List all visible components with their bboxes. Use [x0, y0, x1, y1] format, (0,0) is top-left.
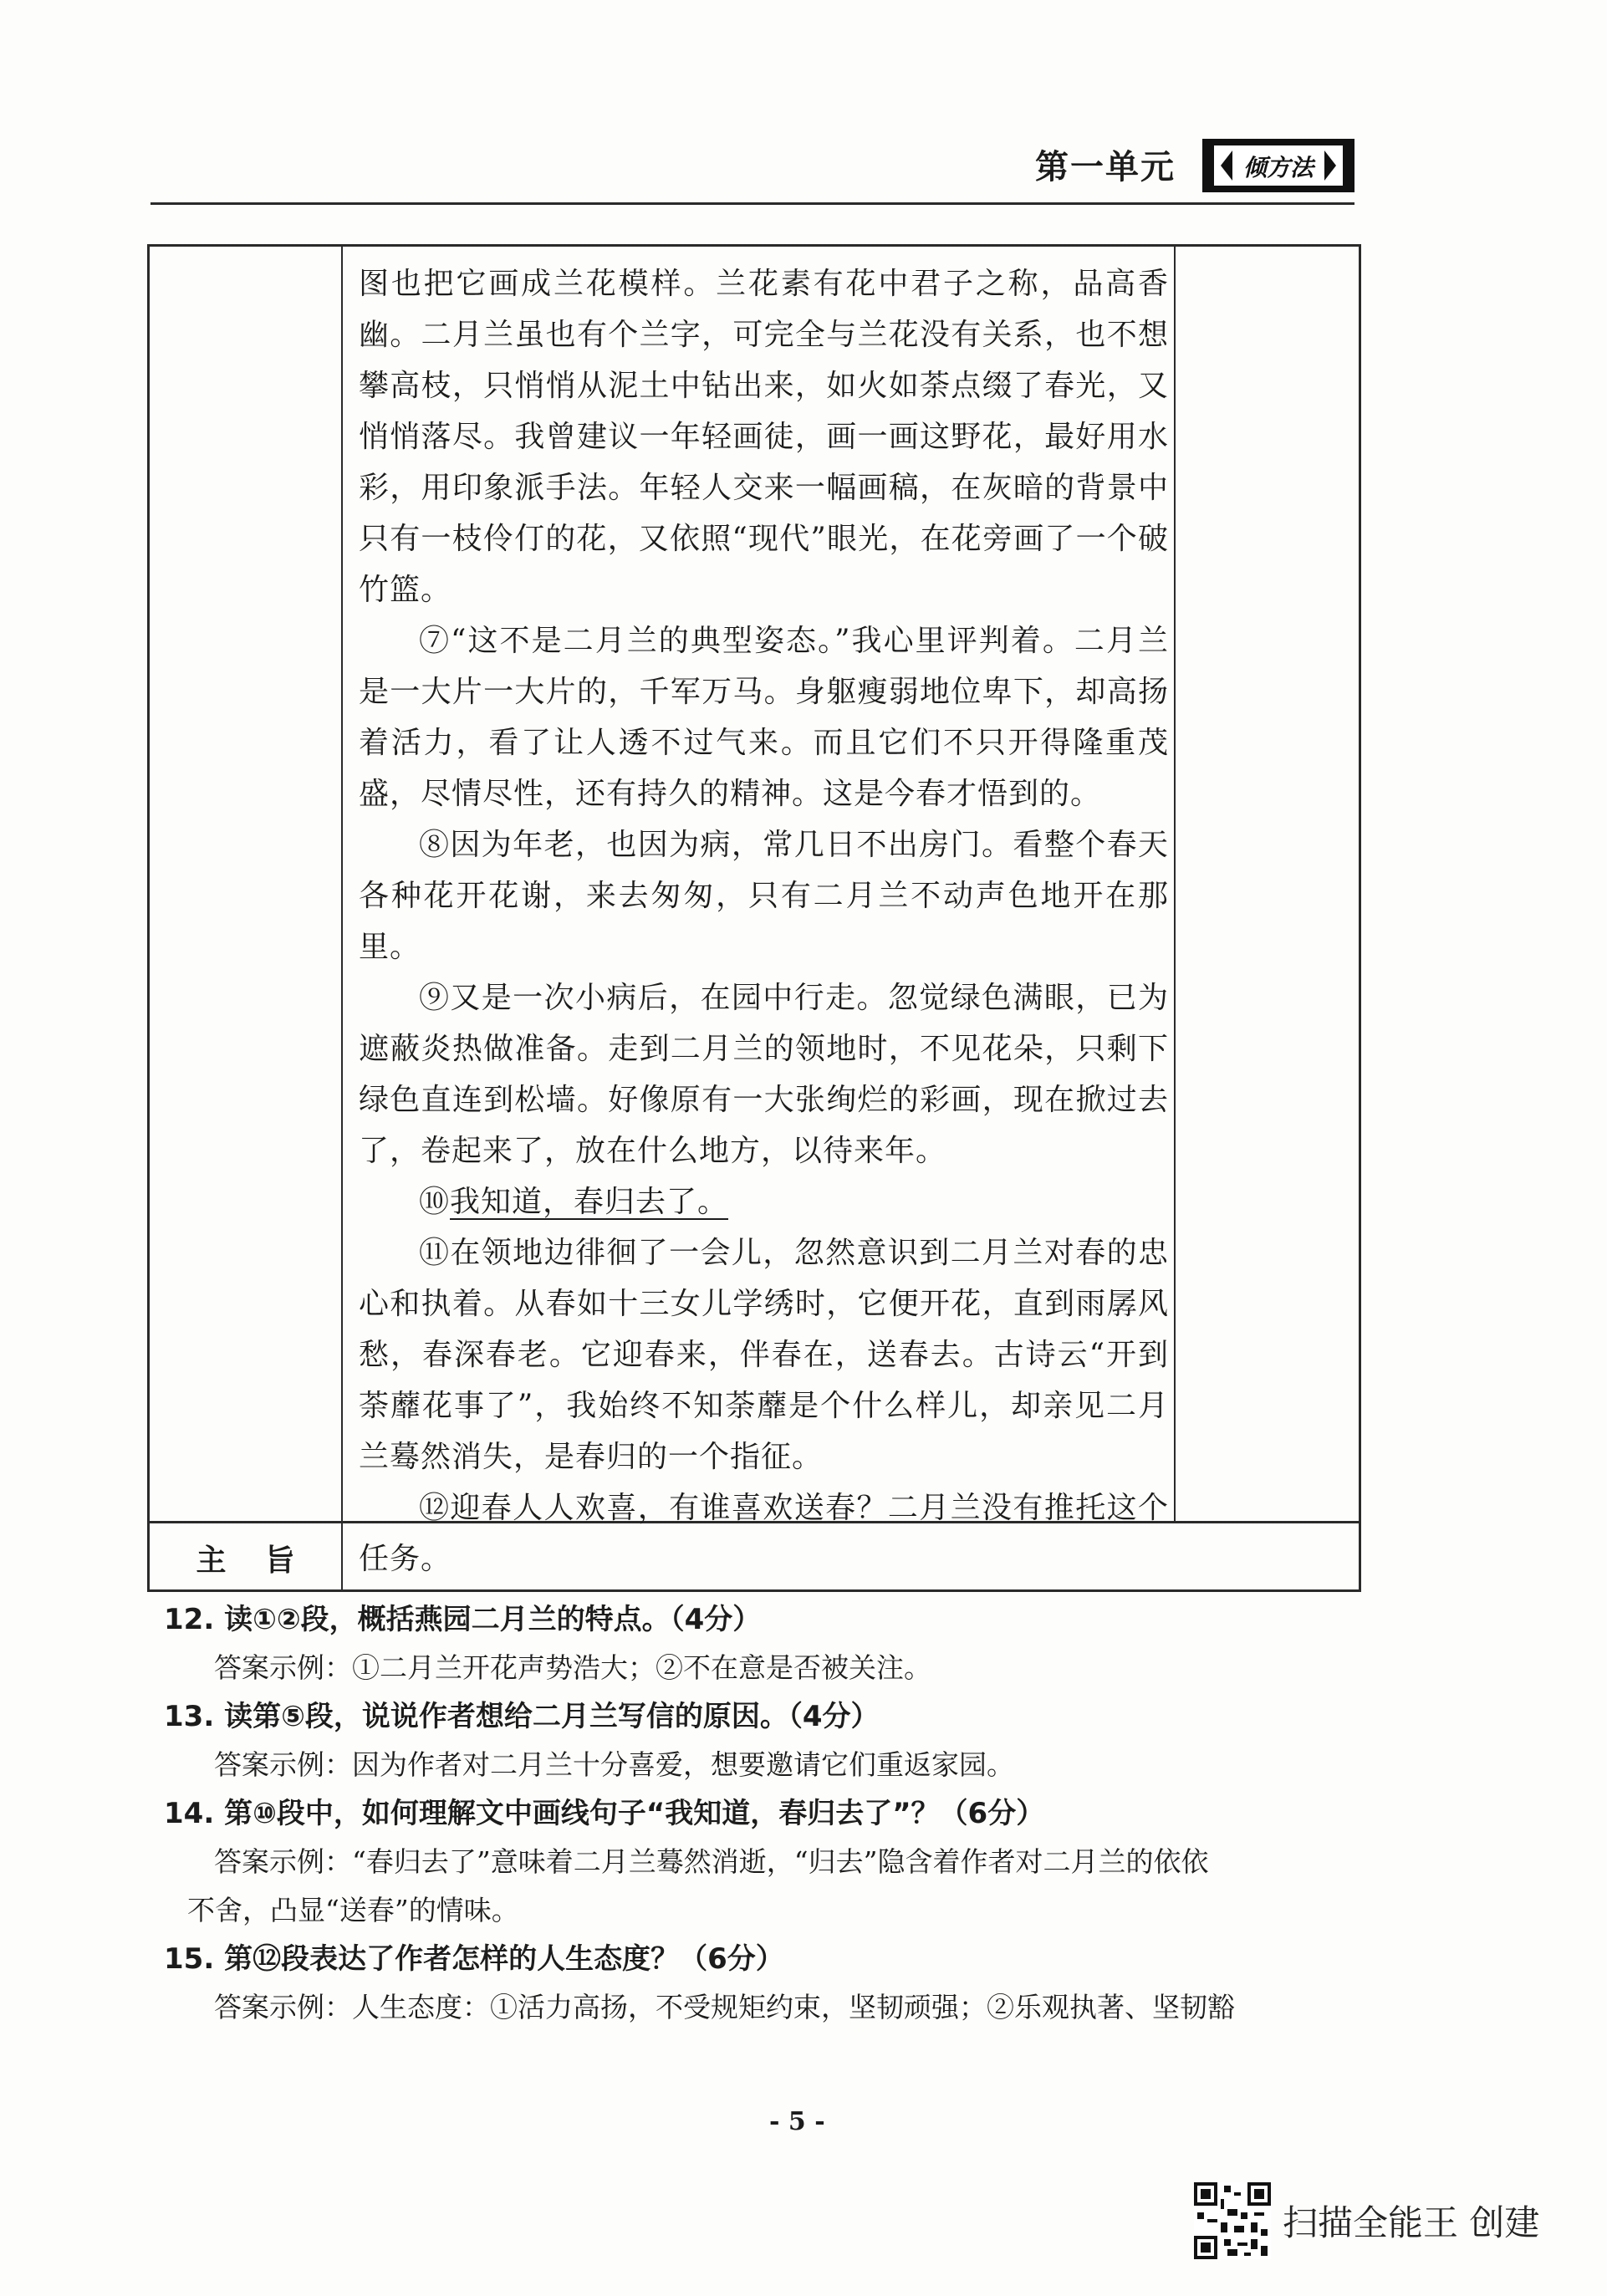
passage-paragraph: ⑫迎春人人欢喜，有谁喜欢送春？二月兰没有推托这个任务。 [359, 1491, 1169, 1576]
answer-example-continued: 不舍，凸显“送春”的情味。 [187, 1894, 519, 1926]
question: 14. 第⑩段中，如何理解文中画线句子“我知道，春归去了”？（6分） [164, 1797, 1045, 1830]
answer-example: 答案示例：因为作者对二月兰十分喜爱，想要邀请它们重返家园。 [214, 1748, 1014, 1781]
theme-label: 主旨 [196, 1543, 334, 1578]
paragraph-number: ⑩ [419, 1185, 451, 1219]
passage-paragraph: 图也把它画成兰花模样。兰花素有花中君子之称，品高香幽。二月兰虽也有个兰字，可完全与兰花没有关系，也不想攀高枝，只悄悄从泥土中钻出来，如火如荼点缀了春光，又悄悄落尽。我曾建议一年轻画徒，画一画这野花，最好用水彩，用印象派手法。年轻人交来一幅画稿，在灰暗的背景中只有一枝伶仃的花，又依照“现代”眼光，在花旁画了一个破竹篮。 [359, 267, 1169, 607]
table-divider-left [341, 247, 343, 1589]
answer-example: 答案示例：“春归去了”意味着二月兰蓦然消逝，“归去”隐含着作者对二月兰的依依 [214, 1845, 1209, 1878]
header-rule [150, 202, 1354, 205]
answer-example: 答案示例：人生态度：①活力高扬，不受规矩约束，坚韧顽强；②乐观执著、坚韧豁 [214, 1991, 1235, 2023]
question: 15. 第⑫段表达了作者怎样的人生态度？（6分） [164, 1942, 784, 1976]
passage-body [344, 247, 1182, 1584]
question: 13. 读第⑤段，说说作者想给二月兰写信的原因。（4分） [164, 1700, 880, 1733]
passage-table [147, 244, 1361, 1592]
page-number: - 5 - [769, 2107, 825, 2136]
passage-paragraph: ⑪在领地边徘徊了一会儿，忽然意识到二月兰对春的忠心和执着。从春如十三女儿学绣时，它便开花，直到雨孱风愁，春深春老。它迎春来，伴春在，送春去。古诗云“开到荼蘼花事了”，我始终不知荼蘼是个什么样儿，却亲见二月兰蓦然消失，是春归的一个指征。 [359, 1236, 1169, 1474]
scanner-watermark: 扫描全能王 创建 [1283, 2202, 1540, 2243]
unit-title: 第一单元 [1035, 148, 1176, 186]
passage-paragraph: ⑦“这不是二月兰的典型姿态。”我心里评判着。二月兰是一大片一大片的，千军万马。身躯瘦弱地位卑下，却高扬着活力，看了让人透不过气来。而且它们不只开得隆重茂盛，尽情尽性，还有持久的精神。这是今春才悟到的。 [359, 624, 1169, 811]
underlined-sentence: 我知道，春归去了。 [450, 1185, 729, 1219]
qr-code-icon [1194, 2182, 1271, 2259]
brand-logo-text: 倾方法 [1242, 154, 1314, 181]
passage-paragraph: ⑨又是一次小病后，在园中行走。忽觉绿色满眼，已为遮蔽炎热做准备。走到二月兰的领地时，不见花朵，只剩下绿色直连到松墙。好像原有一大张绚烂的彩画，现在掀过去了，卷起来了，放在什么地方，以待来年。 [359, 981, 1169, 1168]
passage-paragraph-10 [359, 1176, 1169, 1227]
answer-example: 答案示例：①二月兰开花声势浩大；②不在意是否被关注。 [214, 1651, 931, 1684]
question: 12. 读①②段，概括燕园二月兰的特点。（4分） [164, 1603, 762, 1636]
passage-paragraph: ⑧因为年老，也因为病，常几日不出房门。看整个春天各种花开花谢，来去匆匆，只有二月兰不动声色地开在那里。 [359, 828, 1169, 964]
question-list [164, 1595, 1385, 2032]
brand-logo [1202, 139, 1354, 192]
